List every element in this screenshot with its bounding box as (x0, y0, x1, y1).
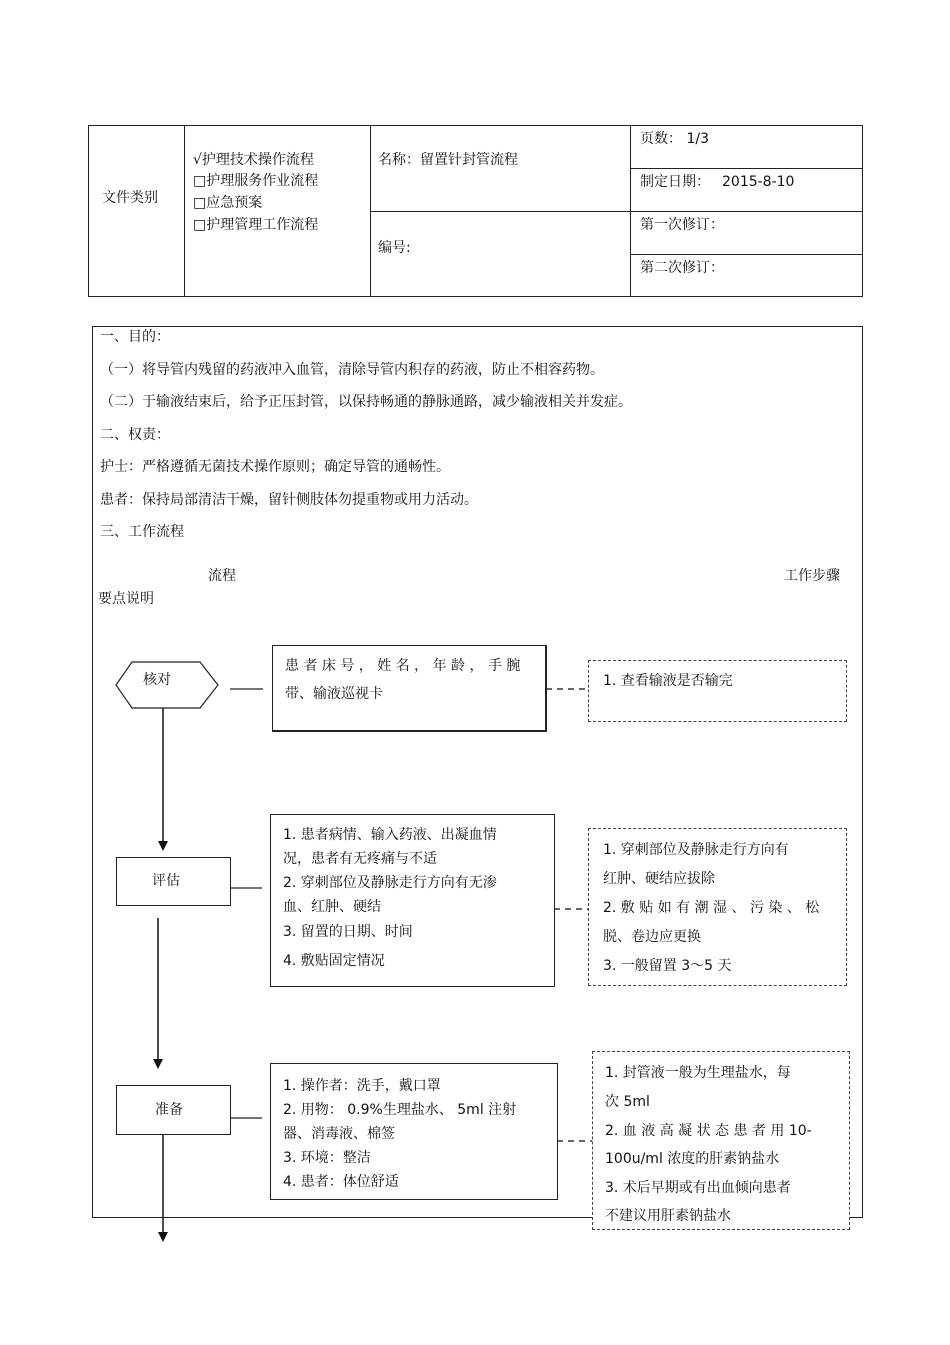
note-prepare-text: 不建议用肝素钠盐水 (605, 1208, 731, 1224)
note-prepare-text: 1. 封管液一般为生理盐水，每 (605, 1065, 791, 1081)
duty-patient: 患者：保持局部清洁干燥，留针侧肢体勿提重物或用力活动。 (100, 492, 478, 508)
note-verify-box (588, 660, 847, 722)
step-assess-text: 3. 留置的日期、时间 (283, 924, 413, 940)
category-label: 文件类别 (102, 190, 158, 206)
step-verify-label: 核对 (143, 672, 171, 688)
step-assess-text: 1. 患者病情、输入药液、出凝血情 (283, 827, 497, 843)
note-assess-text: 3. 一般留置 3～5 天 (603, 958, 732, 974)
purpose-title: 一、目的： (100, 329, 170, 345)
note-prepare-text: 3. 术后早期或有出血倾向患者 (605, 1180, 791, 1196)
revision-2: 第二次修订： (640, 260, 724, 276)
note-prepare-text: 100u/ml 浓度的肝素钠盐水 (605, 1151, 780, 1167)
step-verify-text: 带、输液巡视卡 (285, 686, 383, 702)
note-assess-text: 脱、卷边应更换 (603, 929, 701, 945)
revision-1: 第一次修订： (640, 217, 724, 233)
note-assess-text: 1. 穿刺部位及静脉走行方向有 (603, 842, 789, 858)
step-prepare-text: 4. 患者：体位舒适 (283, 1174, 399, 1190)
step-prepare-text: 器、消毒液、棉签 (283, 1126, 395, 1142)
step-prepare-label: 准备 (155, 1102, 183, 1118)
step-assess-text: 况，患者有无疼痛与不适 (283, 851, 437, 867)
note-assess-text: 红肿、硬结应拔除 (603, 871, 715, 887)
purpose-item: （一）将导管内残留的药液冲入血管，清除导管内积存的药液，防止不相容药物。 (100, 362, 604, 378)
category-option: □护理管理工作流程 (193, 217, 319, 233)
document-code: 编号: (378, 240, 411, 256)
step-assess-text: 4. 敷贴固定情况 (283, 953, 385, 969)
column-notes: 要点说明 (98, 591, 154, 607)
step-prepare-text: 3. 环境：整洁 (283, 1150, 371, 1166)
step-assess-text: 2. 穿刺部位及静脉走行方向有无渗 (283, 875, 497, 891)
page-count: 页数： 1/3 (640, 131, 709, 147)
note-assess-text: 2. 敷 贴 如 有 潮 湿 、 污 染 、 松 (603, 900, 820, 916)
flow-title: 三、工作流程 (100, 524, 184, 540)
step-assess-label: 评估 (152, 873, 180, 889)
date-label: 制定日期： (640, 174, 710, 190)
category-option: □护理服务作业流程 (193, 173, 319, 189)
column-flow: 流程 (208, 568, 236, 584)
category-option: √护理技术操作流程 (193, 152, 314, 168)
note-verify-text: 1. 查看输液是否输完 (603, 673, 733, 689)
step-prepare-text: 2. 用物： 0.9%生理盐水、 5ml 注射 (283, 1102, 517, 1118)
step-prepare-text: 1. 操作者：洗手，戴口罩 (283, 1078, 441, 1094)
step-assess-text: 血、红肿、硬结 (283, 899, 381, 915)
document-name: 名称：留置针封管流程 (378, 152, 518, 168)
category-option: □应急预案 (193, 195, 263, 211)
note-prepare-text: 2. 血 液 高 凝 状 态 患 者 用 10- (605, 1123, 812, 1139)
note-prepare-text: 次 5ml (605, 1094, 650, 1110)
column-steps: 工作步骤 (784, 568, 840, 584)
duty-title: 二、权责： (100, 427, 170, 443)
duty-nurse: 护士：严格遵循无菌技术操作原则；确定导管的通畅性。 (100, 459, 450, 475)
purpose-item: （二）于输液结束后，给予正压封管，以保持畅通的静脉通路，减少输液相关并发症。 (100, 394, 632, 410)
date-value: 2015-8-10 (722, 174, 795, 190)
step-verify-text: 患 者 床 号 ， 姓 名 ， 年 龄 ， 手 腕 (285, 658, 521, 674)
